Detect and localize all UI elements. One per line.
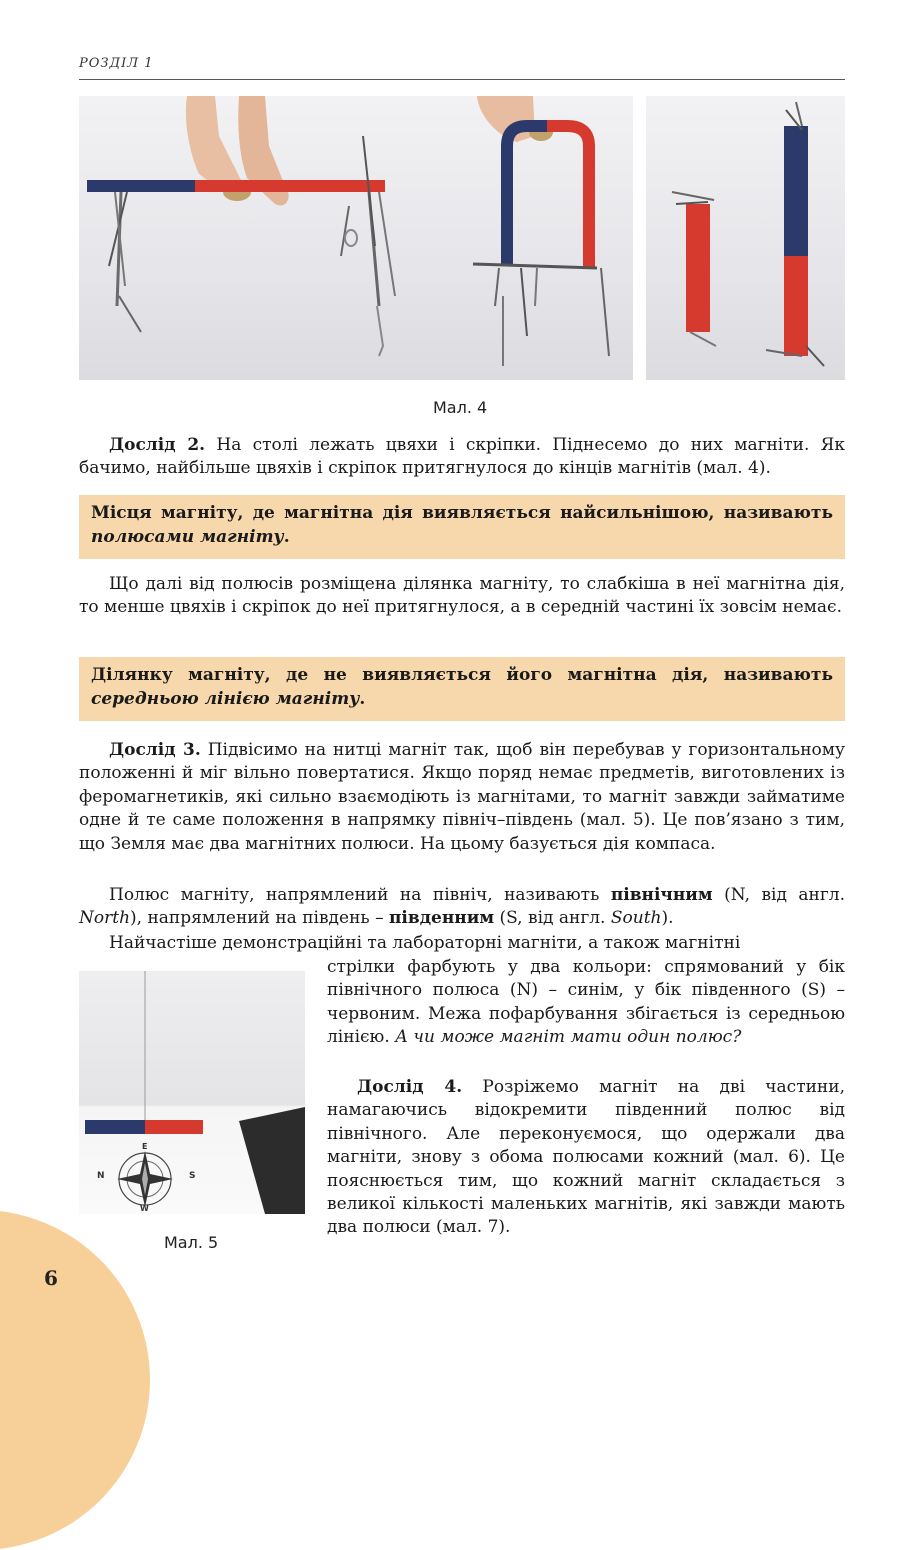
paragraph-colors-first-line: Найчастіше демонстраційні та лабораторні магніти, а також магнітні xyxy=(109,933,741,953)
photo-horseshoe-magnet xyxy=(437,96,633,380)
definition-poles-end: . xyxy=(283,527,290,547)
north-term: північним xyxy=(610,885,713,905)
page-number: 6 xyxy=(44,1266,58,1290)
paragraph-experiment-3 xyxy=(79,739,845,856)
definition-neutral-term: середньою лінією магніту xyxy=(91,689,360,709)
paragraph-colors-rest xyxy=(327,956,845,1050)
compass-s-label: S xyxy=(189,1171,196,1181)
experiment-3-text: Підвісимо на нитці магніт так, щоб він перебував у горизонтальному положенні й міг вільно повертатися. Якщо поряд немає предметів, виготовлених із феромагнетиків, які сильно взаємодіють із магнітами, то магніт завжди займатиме одне й те саме положення в напрямку північ–південь (мал. 5). Це пов’язано з тим, що Земля має два магнітних полюси. На цьому базується дія компаса. xyxy=(79,740,845,854)
definition-poles-text: Місця магніту, де магнітна дія виявляється найсильнішою, називають xyxy=(91,503,833,523)
ns-text-b: (N, від англ. xyxy=(712,885,846,905)
figure-5-caption: Мал. 5 xyxy=(164,1233,219,1252)
experiment-4-text: Розріжемо магніт на дві частини, намагаючись відокремити південний полюс від північного. Але переконуємося, що одержали два магніти, знову з обома полюсами кожний (мал. 6). Це пояснюється тим, що кожний магніт складається з великої кількості маленьких магнітів, які завжди мають два полюси (мал. 7). xyxy=(327,1077,846,1238)
section-header: РОЗДІЛ 1 xyxy=(79,56,154,71)
south-term: південним xyxy=(388,908,495,929)
paragraph-experiment-4 xyxy=(327,1076,845,1240)
page-corner-decoration xyxy=(0,1210,150,1550)
ns-text-c: ), напрямлений на південь – xyxy=(130,908,389,929)
photo-two-bar-magnets xyxy=(646,96,845,380)
definition-poles-term: полюсами магніту xyxy=(91,527,284,547)
definition-neutral-text: Ділянку магніту, де не виявляється його магнітна дія, називають xyxy=(91,665,833,685)
photo-suspended-magnet xyxy=(79,971,305,1214)
definition-box-neutral-line xyxy=(79,657,845,721)
compass-w-label: W xyxy=(140,1204,149,1213)
experiment-4-lead: Дослід 4. xyxy=(357,1077,463,1097)
north-english: North xyxy=(79,908,131,929)
south-english: South xyxy=(610,908,662,929)
photo-bar-magnet xyxy=(79,96,437,380)
experiment-2-text: На столі лежать цвяхи і скріпки. Піднесемо до них магніти. Як бачимо, найбільше цвяхів і скріпок притягнулося до кінців магнітів (мал. 4). xyxy=(79,435,846,479)
compass-e-label: E xyxy=(142,1142,148,1151)
paragraph-experiment-2 xyxy=(79,434,845,481)
paragraph-north-south xyxy=(79,884,845,931)
header-rule xyxy=(79,79,845,80)
ns-text-a: Полюс магніту, напрямлений на північ, називають xyxy=(109,885,611,905)
colors-text: стрілки фарбують у два кольори: спрямований у бік північного полюса (N) – синім, у бік південного (S) – червоним. Межа пофарбування збігається із середньою лінією. xyxy=(327,957,845,1048)
experiment-3-lead: Дослід 3. xyxy=(109,740,201,760)
ns-text-d: (S, від англ. xyxy=(494,908,611,929)
figure-4-caption: Мал. 4 xyxy=(433,398,488,417)
ns-text-e: ). xyxy=(661,908,674,929)
compass-n-label: N xyxy=(97,1171,105,1181)
experiment-2-lead: Дослід 2. xyxy=(109,435,206,455)
paragraph-pole-strength: Що далі від полюсів розміщена ділянка магніту, то слабкіша в неї магнітна дія, то менше цвяхів і скріпок до неї притягнулося, а в середній частині їх зовсім немає. xyxy=(79,574,845,618)
definition-neutral-end: . xyxy=(359,689,366,709)
definition-box-poles xyxy=(79,495,845,559)
one-pole-question: А чи може магніт мати один полюс? xyxy=(395,1027,742,1048)
